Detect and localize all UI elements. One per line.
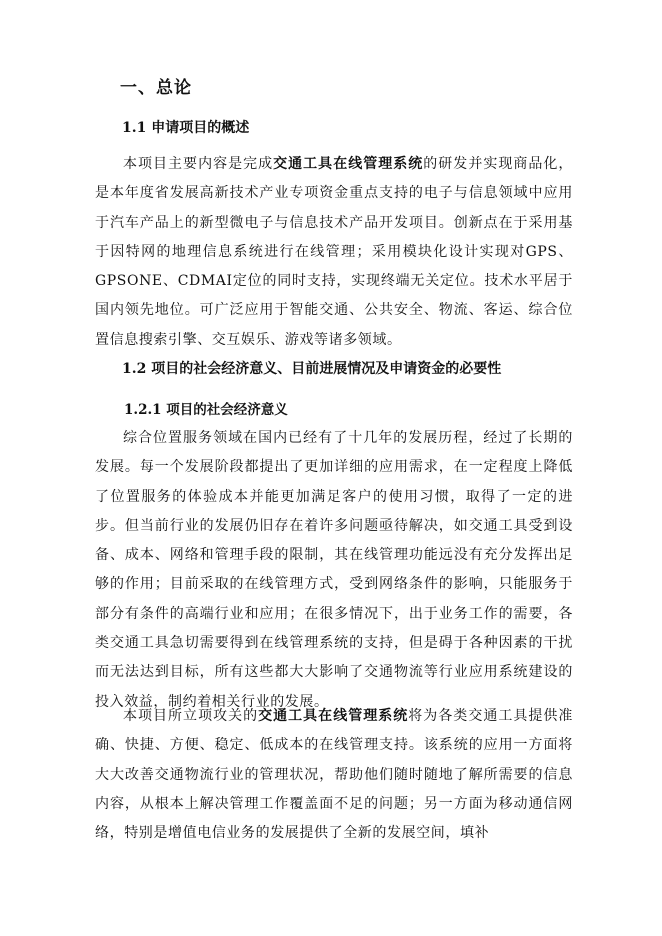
subsection-title-1-2-1: 1.2.1 项目的社会经济意义 [124, 402, 288, 418]
paragraph-text: 的研发并实现商品化，是本年度省发展高新技术产业专项资金重点支持的电子与信息领域中应用于汽车产品上的新型微电子与信息技术产品开发项目。创新点在于采用基于因特网的地理信息系统进行在线管理；采用模块化设计实现对GPS、GPSONE、CDMAI定位的同时支持，实现终端无关定位。技术水平居于国内领先地位。可广泛应用于智能交通、公共安全、物流、客运、综合位置信息搜索引擎、交互娱乐、游戏等诸多领域。 [95, 156, 574, 348]
bold-project-name: 交通工具在线管理系统 [273, 156, 424, 172]
paragraph-project-goals [95, 702, 573, 848]
paragraph-overview [95, 150, 573, 355]
paragraph-text: 综合位置服务领域在国内已经有了十几年的发展历程，经过了长期的发展。每一个发展阶段都提出了更加详细的应用需求，在一定程度上降低了位置服务的体验成本并能更加满足客户的使用习惯，取得了一定的进步。但当前行业的发展仍旧存在着许多问题亟待解决，如交通工具受到设备、成本、网络和管理手段的限制，其在线管理功能远没有充分发挥出足够的作用；目前采取的在线管理方式，受到网络条件的影响，只能服务于部分有条件的高端行业和应用；在很多情况下，出于业务工作的需要，各类交通工具急切需要得到在线管理系统的支持，但是碍于各种因素的干扰而无法达到目标，所有这些都大大影响了交通物流等行业应用系统建设的投入效益，制约着相关行业的发展。 [95, 430, 573, 710]
paragraph-text: 本项目所立项攻关的 [123, 708, 259, 724]
paragraph-significance [95, 424, 573, 717]
paragraph-text: 本项目主要内容是完成 [123, 156, 274, 172]
paragraph-text: 将为各类交通工具提供准确、快捷、方便、稳定、低成本的在线管理支持。该系统的应用一方面将大大改善交通物流行业的管理状况，帮助他们随时随地了解所需要的信息内容，从根本上解决管理工作覆盖面不足的问题；另一方面为移动通信网络，特别是增值电信业务的发展提供了全新的发展空间，填补 [95, 708, 573, 842]
subsection-title-1-2: 1.2 项目的社会经济意义、目前进展情况及申请资金的必要性 [122, 361, 502, 377]
subsection-title-1-1: 1.1 申请项目的概述 [122, 120, 250, 136]
bold-project-name: 交通工具在线管理系统 [258, 708, 409, 724]
section-title: 一、总论 [120, 78, 192, 98]
